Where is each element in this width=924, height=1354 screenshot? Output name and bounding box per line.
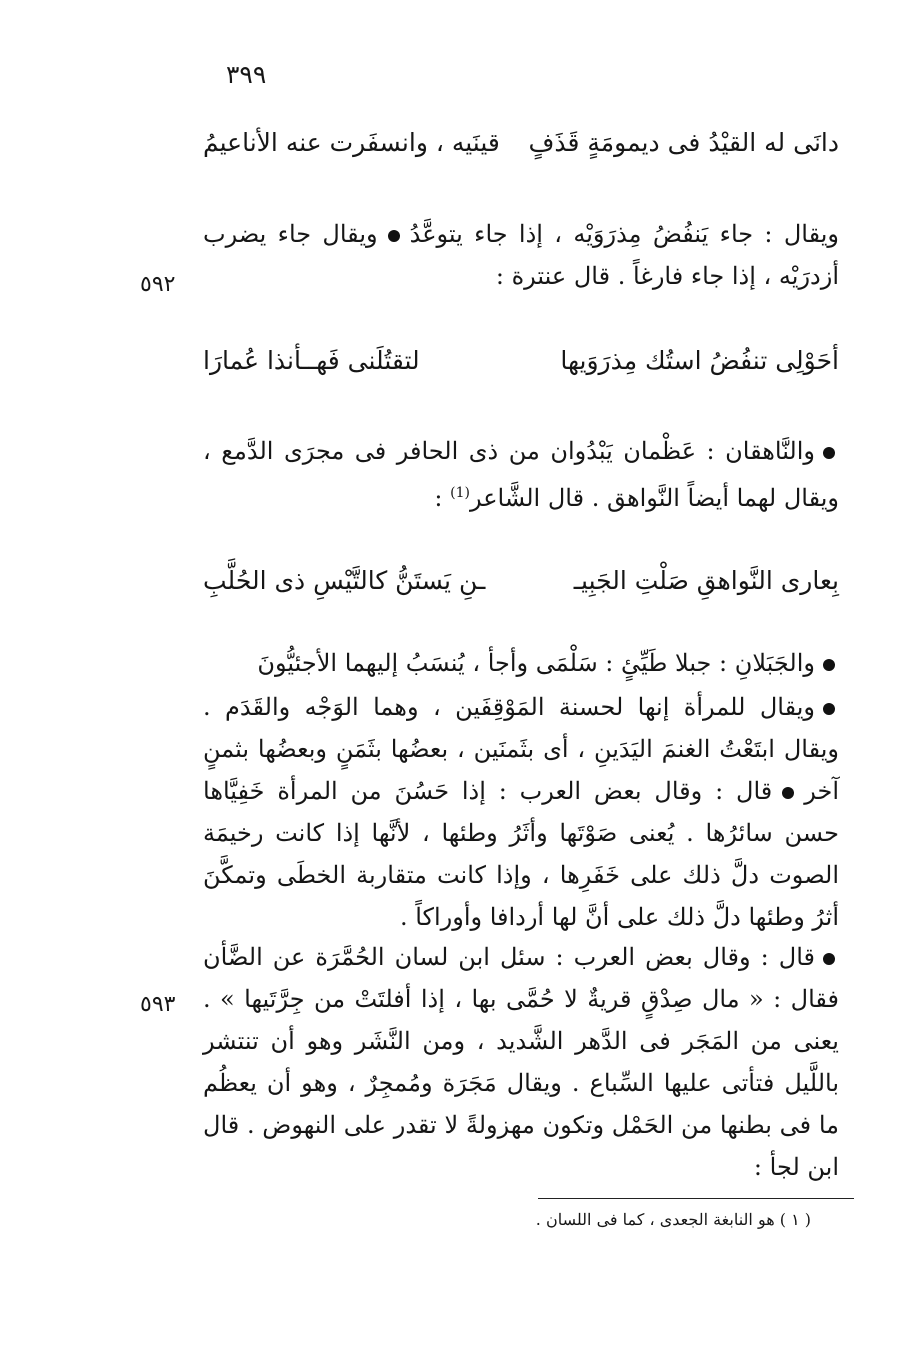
verse-line-2	[203, 346, 839, 375]
paragraph-2	[203, 430, 839, 519]
footnote: ( ١ ) هو النابغة الجعدى ، كما فى اللسان .	[535, 1210, 811, 1229]
verse-3-left-hemistich: ـنِ يَستَنُّ كالتَّيْسِ ذى الحُلَّبِ	[203, 566, 486, 595]
paragraph-2-text: والنَّاهقان : عَظْمان يَبْدُوان من ذى الحافر فى مجرَى الدَّمع ، ويقال لهما أيضاً النَّواهق . قال الشَّاعر	[203, 437, 839, 512]
paragraph-4-part-1: ويقال للمرأة إنها لحسنة المَوْقِفَين ، وهما الوَجْه والقَدَم . ويقال ابتَعْتُ الغنمَ اليَدَينِ ، أى بثَمنَين ، بعضُها بثَمَنٍ وبعضُها بثمنٍ آخر	[203, 693, 839, 805]
margin-number-1: ٥٩٢	[140, 272, 176, 297]
paragraph-4-part-2: قال : وقال بعض العرب : إذا حَسُنَ من المرأة خَفِيَّاها حسن سائرُها . يُعنى صَوْتَها وأثَرُ وطئها ، لأنَّها إذا كانت رخيمَة الصوت دلَّ ذلك على خَفَرِها ، وإذا كانت متقاربة الخطَى وتمكَّنَ أثرُ وطئها دلَّ ذلك على أنَّ لها أردافا وأوراكاً .	[203, 777, 839, 931]
verse-3-right-hemistich: بِعارى النَّواهقِ صَلْتِ الجَبِيـ	[573, 566, 839, 595]
verse-2-right-hemistich: أحَوْلِى تنفُضُ استُك مِذرَوَيها	[560, 346, 839, 375]
paragraph-1-part-1: ويقال : جاء يَنفُضُ مِذرَوَيْه ، إذا جاء يتوعَّدُ	[409, 220, 840, 248]
verse-line-1	[203, 128, 839, 157]
footnote-reference: (1)	[450, 485, 470, 501]
verse-1-right-hemistich: دانَى له القيْدُ فى ديمومَةٍ قَذَفٍ	[528, 128, 839, 157]
verse-1-left-hemistich: قينَيه ، وانسفَرت عنه الأناعيمُ	[203, 128, 500, 157]
bullet-icon	[388, 230, 400, 242]
paragraph-1-part-2: ويقال جاء يضرب أزدرَيْه ، إذا جاء فارغاً . قال عنترة :	[203, 220, 839, 290]
page-number: ٣٩٩	[226, 60, 267, 89]
bullet-icon	[823, 953, 835, 965]
bullet-icon	[782, 787, 794, 799]
verse-2-left-hemistich: لتقتُلَنى فَهــأنذا عُمارَا	[203, 346, 420, 375]
paragraph-2-tail: :	[434, 484, 451, 512]
verse-line-3	[203, 566, 839, 595]
bullet-icon	[823, 703, 835, 715]
paragraph-4	[203, 686, 839, 938]
paragraph-5-text: قال : وقال بعض العرب : سئل ابن لسان الحُمَّرَة عن الضَّأن فقال : « مال صِدْقٍ قريةٌ لا حُمَّى بها ، إذا أفلتَتْ من جِرَّتَيها » . يعنى من المَجَر فى الدَّهر الشَّديد ، ومن النَّشَر وهو أن تنتشر باللَّيل فتأتى عليها السِّباع . ويقال مَجَرَة ومُمجِرٌ ، وهو أن يعظُم ما فى بطنها من الحَمْل وتكون مهزولةً لا تقدر على النهوض . قال ابن لجأ :	[203, 943, 839, 1181]
paragraph-3-text: والجَبَلانِ : جبلا طَيِّئٍ : سَلْمَى وأجأ ، يُنسَبُ إليهما الأجئيُّونَ	[257, 649, 815, 677]
margin-number-2: ٥٩٣	[140, 992, 176, 1017]
footnote-divider	[538, 1198, 854, 1199]
paragraph-5	[203, 936, 839, 1188]
bullet-icon	[823, 659, 835, 671]
paragraph-3	[203, 642, 839, 684]
paragraph-1	[203, 213, 839, 297]
bullet-icon	[823, 447, 835, 459]
